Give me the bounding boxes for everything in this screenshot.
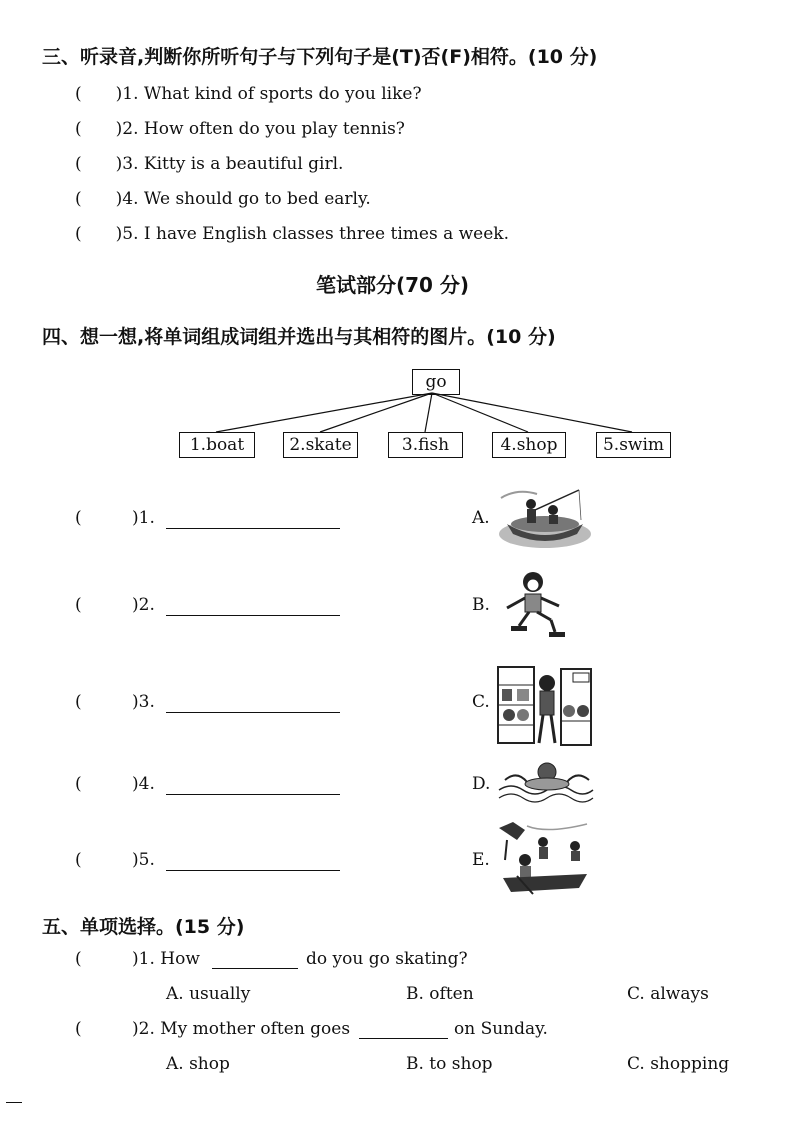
word-box: 2.skate xyxy=(283,432,358,458)
option-c: C. shopping xyxy=(627,1054,730,1074)
picture-label: A. xyxy=(472,508,490,528)
option-a: A. usually xyxy=(166,984,251,1004)
picture-label: C. xyxy=(472,692,490,712)
listening-item: ( )4. We should go to bed early. xyxy=(75,189,371,209)
option-b: B. to shop xyxy=(406,1054,493,1074)
row-number: )3. xyxy=(132,692,155,712)
listening-item: ( )3. Kitty is a beautiful girl. xyxy=(75,154,344,174)
answer-paren: ( xyxy=(75,850,82,870)
listening-item: ( )5. I have English classes three times a week. xyxy=(75,224,510,244)
answer-paren: ( xyxy=(75,774,82,794)
answer-blank[interactable] xyxy=(166,712,340,713)
answer-blank[interactable] xyxy=(166,870,340,871)
rowing-boat-picture-icon xyxy=(497,820,591,896)
swimming-picture-icon xyxy=(497,760,595,804)
word-box: 1.boat xyxy=(179,432,255,458)
question-stem-end: on Sunday. xyxy=(454,1019,548,1039)
answer-paren: ( xyxy=(75,508,82,528)
answer-paren: ( xyxy=(75,1019,82,1039)
answer-blank[interactable] xyxy=(166,794,340,795)
row-number: )5. xyxy=(132,850,155,870)
row-number: )4. xyxy=(132,774,155,794)
option-b: B. often xyxy=(406,984,474,1004)
answer-paren: ( xyxy=(75,949,82,969)
option-c: C. always xyxy=(627,984,709,1004)
option-a: A. shop xyxy=(166,1054,230,1074)
skating-girl-picture-icon xyxy=(497,568,577,640)
row-number: )1. xyxy=(132,508,155,528)
answer-paren: ( xyxy=(75,595,82,615)
picture-label: E. xyxy=(472,850,490,870)
answer-blank[interactable] xyxy=(359,1038,448,1039)
question-stem: )1. How xyxy=(132,949,200,969)
word-tree-lines xyxy=(0,0,794,470)
word-box: 5.swim xyxy=(596,432,671,458)
word-box: 4.shop xyxy=(492,432,566,458)
fishing-boat-picture-icon xyxy=(497,484,593,552)
shopping-picture-icon xyxy=(497,665,597,747)
word-box: 3.fish xyxy=(388,432,463,458)
page-mark xyxy=(6,1102,22,1103)
written-part-title: 笔试部分(70 分) xyxy=(316,273,470,297)
question-stem: )2. My mother often goes xyxy=(132,1019,351,1039)
answer-blank[interactable] xyxy=(212,968,298,969)
section-5-title: 五、单项选择。(15 分) xyxy=(42,916,245,938)
picture-label: D. xyxy=(472,774,491,794)
picture-label: B. xyxy=(472,595,490,615)
answer-paren: ( xyxy=(75,692,82,712)
section-3-title: 三、听录音,判断你所听句子与下列句子是(T)否(F)相符。(10 分) xyxy=(42,46,598,68)
root-word-box: go xyxy=(412,369,460,395)
question-stem-end: do you go skating? xyxy=(306,949,468,969)
listening-item: ( )2. How often do you play tennis? xyxy=(75,119,405,139)
answer-blank[interactable] xyxy=(166,615,340,616)
answer-blank[interactable] xyxy=(166,528,340,529)
section-4-title: 四、想一想,将单词组成词组并选出与其相符的图片。(10 分) xyxy=(42,326,556,348)
listening-item: ( )1. What kind of sports do you like? xyxy=(75,84,422,104)
row-number: )2. xyxy=(132,595,155,615)
